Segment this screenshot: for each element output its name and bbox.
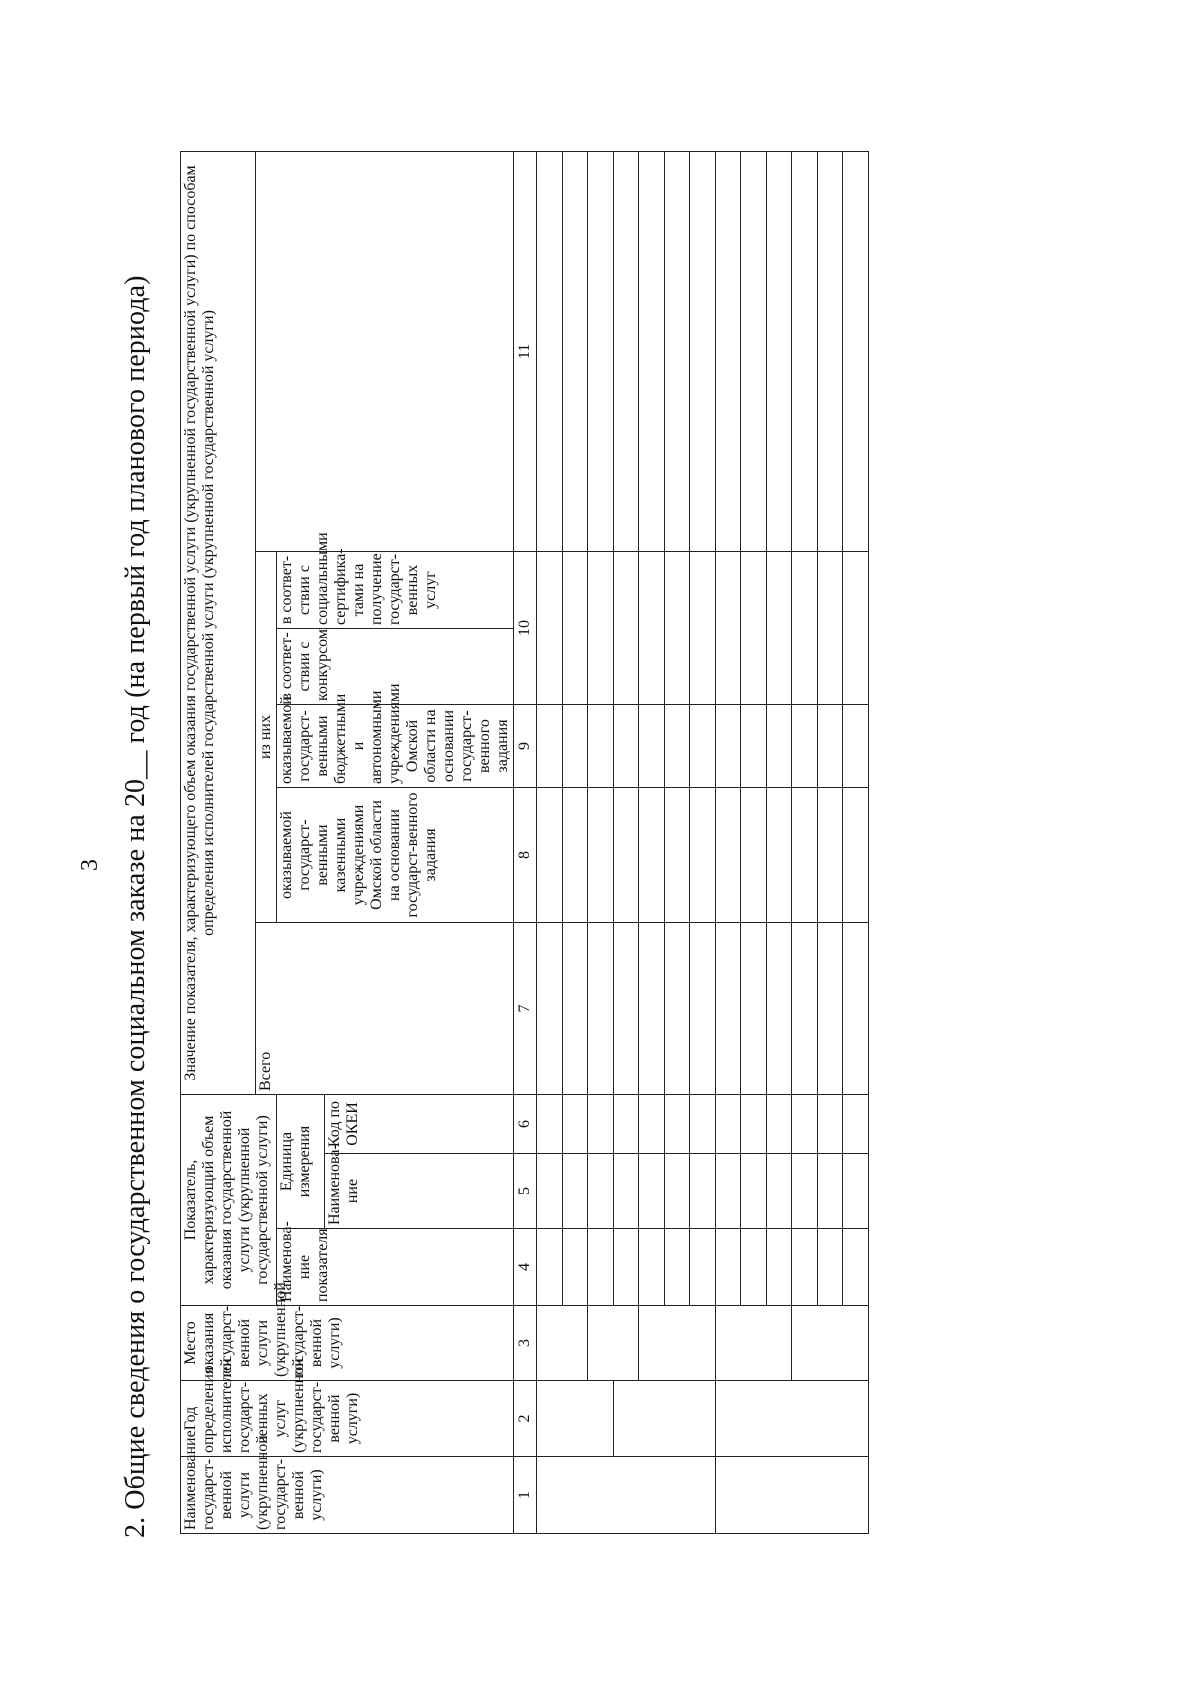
table-cell (843, 1154, 869, 1229)
table-cell (715, 1095, 741, 1154)
table-cell (741, 1095, 767, 1154)
table-cell (792, 923, 818, 1095)
table-cell (843, 151, 869, 551)
table-row (588, 151, 614, 1533)
table-cell (562, 1095, 588, 1154)
table-cell (639, 151, 665, 551)
header-col8: оказываемой государст-венными казенными учреждениями Омской области на основании государст-венного задания (277, 788, 514, 923)
table-cell (613, 788, 639, 923)
table-cell (792, 1229, 818, 1306)
column-number-8: 8 (514, 788, 537, 923)
table-cell (613, 151, 639, 551)
table-cell (792, 788, 818, 923)
table-cell (843, 552, 869, 705)
table-cell (537, 1306, 588, 1381)
table-cell (613, 705, 639, 788)
table-cell (715, 1229, 741, 1306)
table-cell (639, 788, 665, 923)
table-cell (817, 151, 843, 551)
table-cell (664, 151, 690, 551)
table-cell (817, 923, 843, 1095)
header-unit-group: Единица измерения (277, 1095, 325, 1229)
social-order-table (180, 151, 869, 1534)
table-row (639, 151, 665, 1533)
table-cell (715, 923, 741, 1095)
table-cell (741, 788, 767, 923)
table-cell (690, 788, 716, 923)
table-cell (715, 1457, 868, 1534)
table-cell (664, 1095, 690, 1154)
table-cell (537, 705, 563, 788)
column-number-5: 5 (514, 1154, 537, 1229)
table-cell (741, 1154, 767, 1229)
table-cell (766, 923, 792, 1095)
table-cell (741, 705, 767, 788)
table-cell (562, 923, 588, 1095)
table-cell (639, 552, 665, 705)
table-cell (792, 705, 818, 788)
table-row (792, 151, 818, 1533)
table-cell (817, 705, 843, 788)
table-cell (792, 1154, 818, 1229)
table-row (715, 151, 741, 1533)
table-cell (537, 923, 563, 1095)
table-cell (537, 1095, 563, 1154)
table-cell (741, 151, 767, 551)
table-cell (664, 1154, 690, 1229)
table-cell (715, 1306, 792, 1381)
table-cell (766, 1229, 792, 1306)
table-cell (741, 552, 767, 705)
table-cell (690, 1154, 716, 1229)
column-number-1: 1 (514, 1457, 537, 1534)
header-indicator-name: Наименова-ние показателя (277, 1229, 514, 1306)
table-cell (613, 552, 639, 705)
table-cell (766, 552, 792, 705)
table-cell (664, 552, 690, 705)
table-cell (537, 788, 563, 923)
section-title: 2. Общие сведения о государственном социальном заказе на 20__ год (на первый год планового периода) (120, 275, 151, 1538)
table-cell (588, 1154, 614, 1229)
header-total: Всего (256, 923, 514, 1095)
header-place: Место оказания государст-венной услуги (укрупненной государст-венной услуги) (181, 1306, 514, 1381)
table-cell (766, 1154, 792, 1229)
table-cell (588, 705, 614, 788)
table-cell (588, 151, 614, 551)
column-number-2: 2 (514, 1381, 537, 1457)
table-cell (817, 552, 843, 705)
table-cell (588, 923, 614, 1095)
column-number-6: 6 (514, 1095, 537, 1154)
table-cell (715, 788, 741, 923)
table-cell (588, 1229, 614, 1306)
table-cell (639, 1306, 716, 1381)
table-cell (843, 705, 869, 788)
table-cell (537, 1381, 614, 1457)
table-cell (639, 705, 665, 788)
table-cell (690, 705, 716, 788)
table-cell (639, 1229, 665, 1306)
column-number-7: 7 (514, 923, 537, 1095)
column-number-row (514, 151, 537, 1533)
table-row (537, 151, 563, 1533)
table-cell (741, 1229, 767, 1306)
table-cell (588, 1306, 639, 1381)
table-cell (613, 1381, 715, 1457)
table-cell (690, 923, 716, 1095)
table-cell (766, 705, 792, 788)
table-cell (562, 552, 588, 705)
table-cell (613, 1154, 639, 1229)
column-number-11: 11 (514, 151, 537, 551)
column-number-10: 10 (514, 552, 537, 705)
column-number-9: 9 (514, 705, 537, 788)
table-cell (843, 1095, 869, 1154)
table-cell (664, 1229, 690, 1306)
table-cell (639, 1154, 665, 1229)
table-cell (562, 1229, 588, 1306)
table-cell (562, 151, 588, 551)
table-cell (715, 151, 741, 551)
table-cell (690, 1229, 716, 1306)
header-col10: в соответ-ствии с конкурсом (277, 629, 514, 705)
header-unit-okei: Код по ОКЕИ (325, 1095, 514, 1154)
table-cell (664, 923, 690, 1095)
table-cell (843, 1229, 869, 1306)
table-cell (562, 788, 588, 923)
table-cell (843, 788, 869, 923)
column-number-4: 4 (514, 1229, 537, 1306)
header-indicator-group: Показатель, характеризующий объем оказания государственной услуги (укрупненной государственной услуги) (181, 1095, 277, 1306)
table-cell (664, 788, 690, 923)
table-cell (690, 151, 716, 551)
table-cell (715, 552, 741, 705)
table-cell (537, 1154, 563, 1229)
header-col9: оказываемой государст-венными бюджетными и автономными учреждениями Омской области на основании государст-венного задания (277, 705, 514, 788)
table-cell (613, 923, 639, 1095)
table-cell (588, 552, 614, 705)
table-cell (715, 1381, 868, 1457)
table-cell (562, 1154, 588, 1229)
table-cell (562, 705, 588, 788)
header-empty-cell (256, 151, 514, 551)
table-cell (766, 788, 792, 923)
header-unit-name: Наименова-ние (325, 1154, 514, 1229)
table-cell (715, 705, 741, 788)
header-value-group: Значение показателя, характеризующего объем оказания государственной услуги (укрупненной государственной услуги) по способам определения исполнителей государственной услуги (укрупненной государственной услуги) (181, 151, 256, 1094)
table-cell (588, 788, 614, 923)
table-cell (817, 1154, 843, 1229)
header-service-name: Наименование государст-венной услуги (укрупненной государст-венной услуги) (181, 1457, 514, 1534)
table-cell (639, 1095, 665, 1154)
table-cell (792, 1095, 818, 1154)
header-of-them: из них (256, 552, 277, 923)
header-year: Год определения исполнителей государст-венных услуг (укрупненной государст-венной услуги) (181, 1381, 514, 1457)
page-number: 3 (77, 859, 103, 871)
header-row-1 (181, 151, 256, 1533)
table-cell (817, 788, 843, 923)
table-cell (613, 1095, 639, 1154)
table-cell (639, 923, 665, 1095)
table-cell (588, 1095, 614, 1154)
table-cell (537, 1457, 716, 1534)
table-cell (537, 151, 563, 551)
table-cell (766, 1095, 792, 1154)
column-number-3: 3 (514, 1306, 537, 1381)
table-cell (792, 1306, 869, 1381)
table-cell (537, 552, 563, 705)
table-cell (537, 1229, 563, 1306)
header-col11: в соответ-ствии с социальными сертифика-тами на получение государст-венных услуг (277, 552, 514, 629)
table-cell (766, 151, 792, 551)
table-cell (843, 923, 869, 1095)
table-cell (664, 705, 690, 788)
table-cell (690, 1095, 716, 1154)
table-cell (690, 552, 716, 705)
table-cell (817, 1229, 843, 1306)
table-cell (613, 1229, 639, 1306)
table-cell (792, 552, 818, 705)
table-cell (817, 1095, 843, 1154)
table-cell (741, 923, 767, 1095)
table-cell (792, 151, 818, 551)
table-cell (715, 1154, 741, 1229)
